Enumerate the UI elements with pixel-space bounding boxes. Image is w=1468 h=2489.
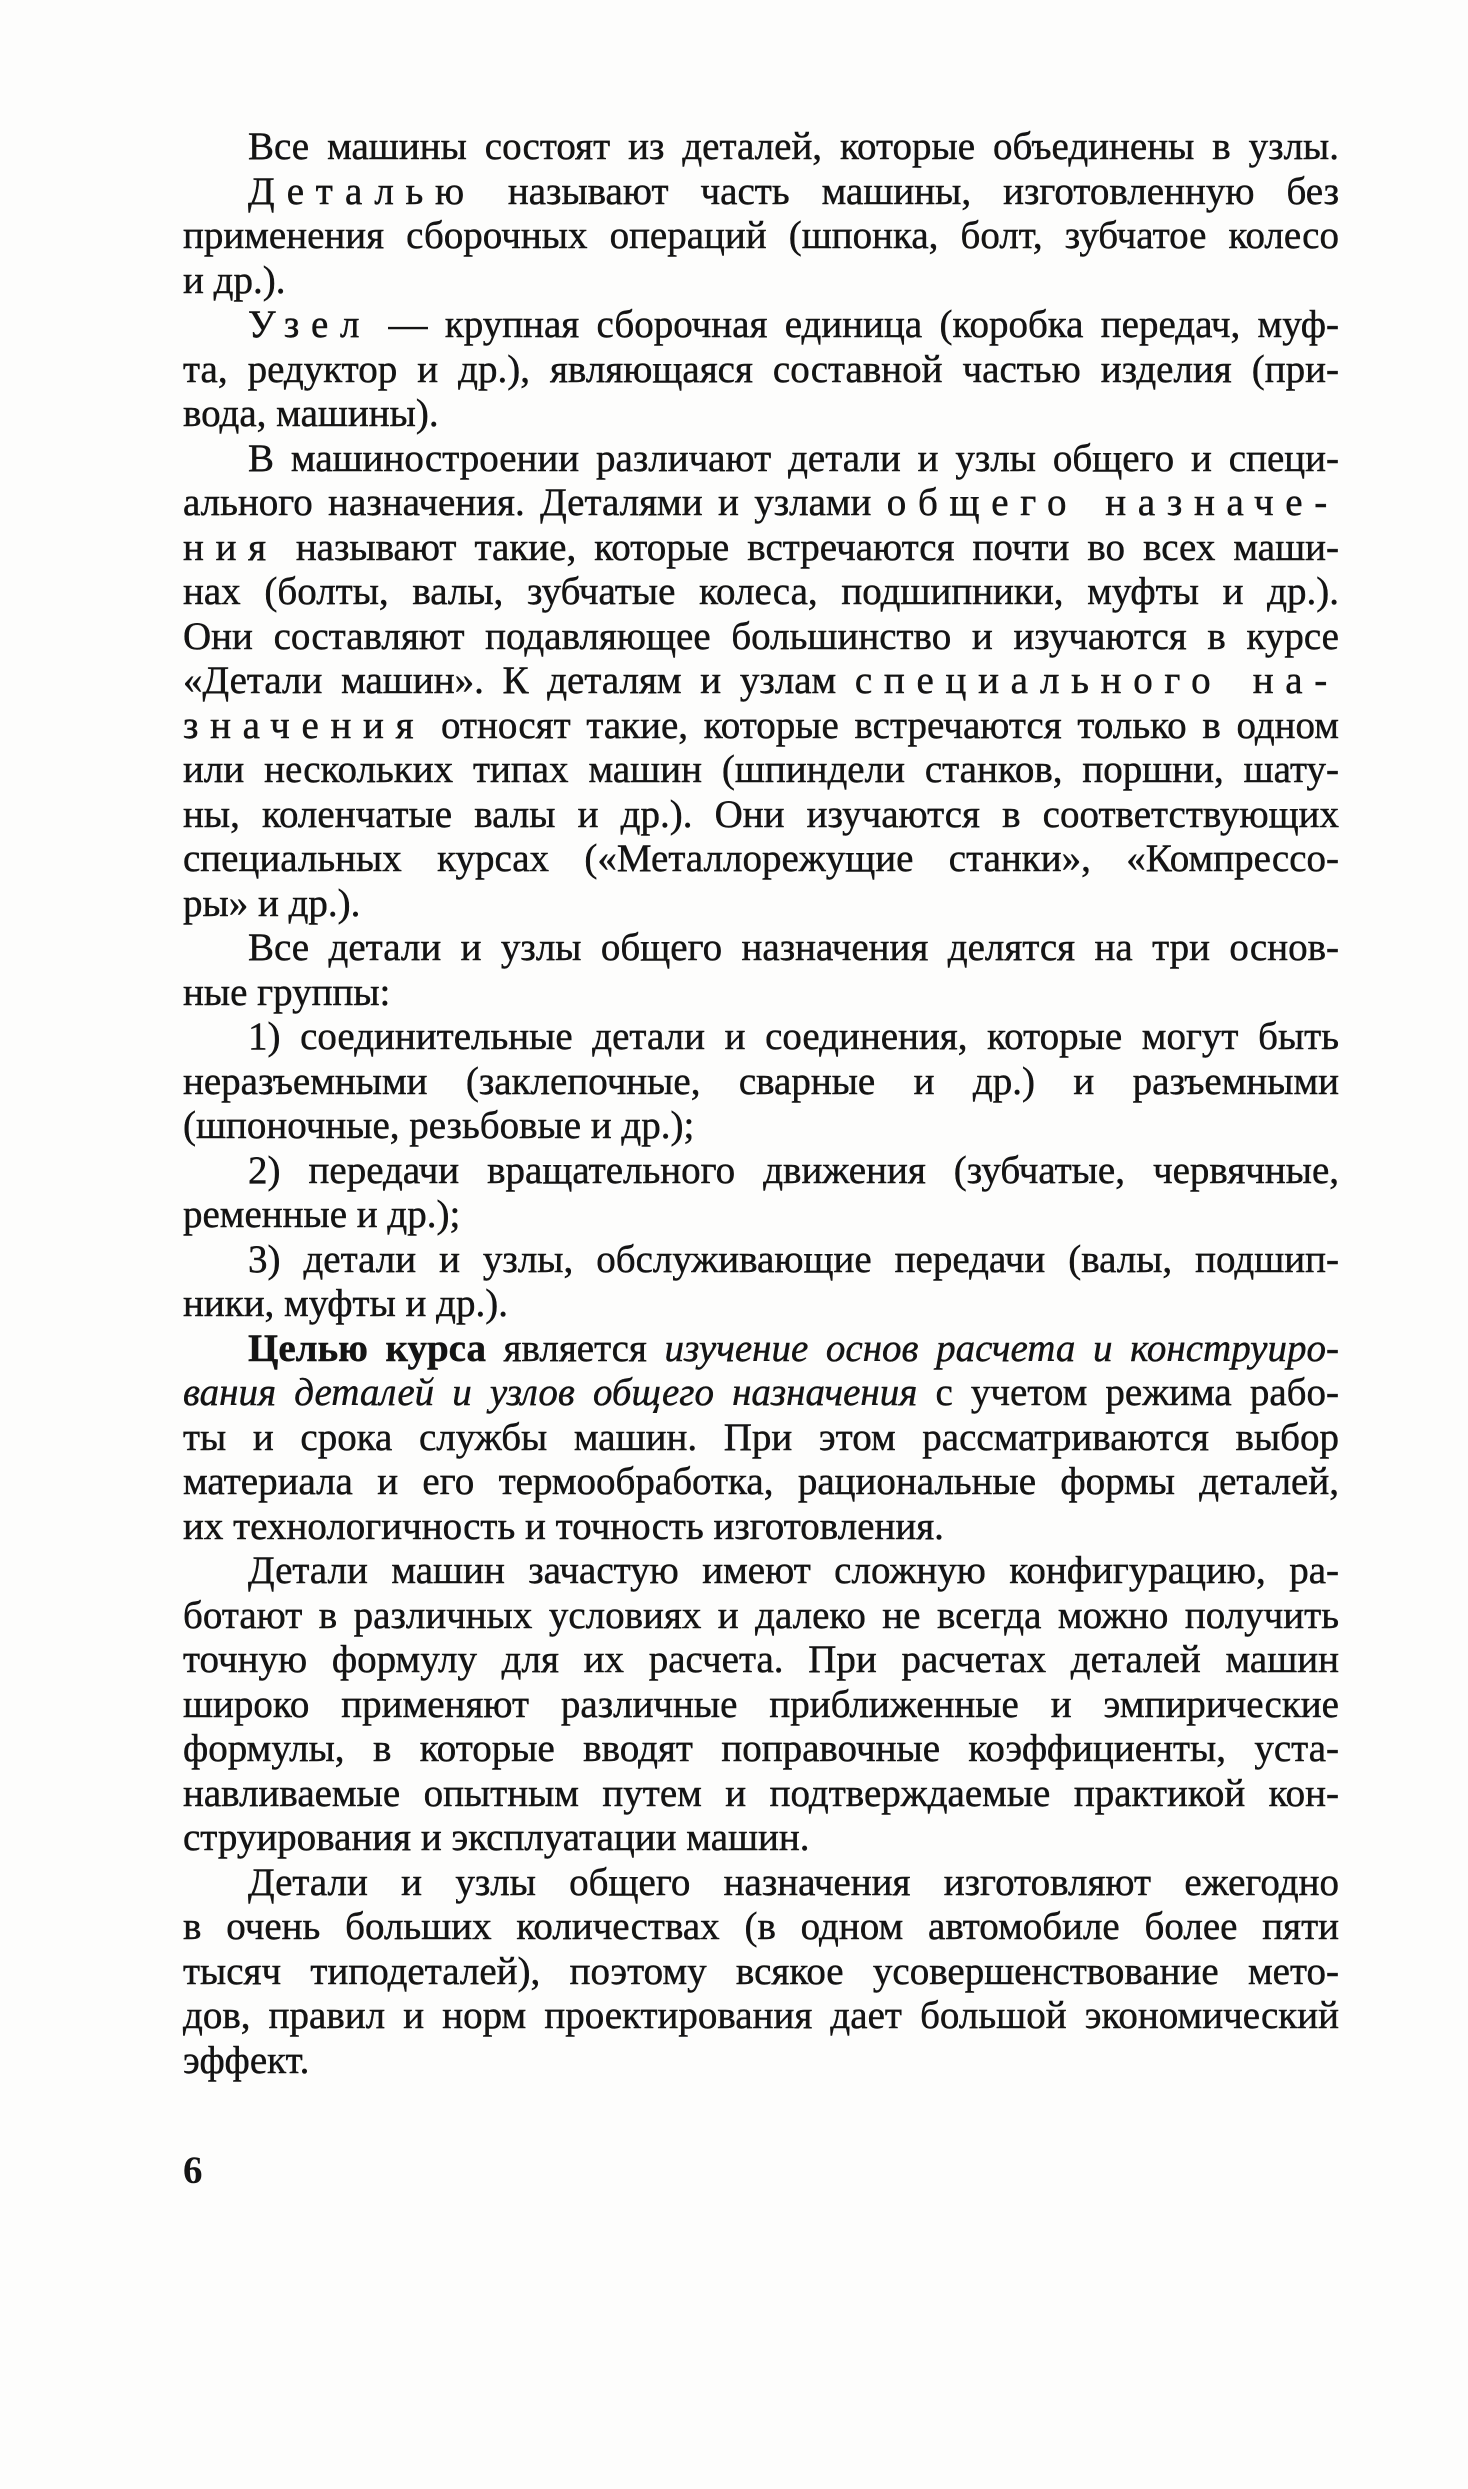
text-line: или нескольких типах машин (шпиндели станков, поршни, шату- [183, 748, 1339, 791]
text-segment: «Детали машин». К деталям и узлам [183, 659, 855, 702]
text-line: тысяч типодеталей), поэтому всякое усовершенствование мето- [183, 1949, 1339, 1993]
text-line: ботают в различных условиях и далеко не всегда можно получить [183, 1593, 1339, 1637]
spaced-term: Узел [248, 303, 372, 346]
text-line: Все машины состоят из деталей, которые объединены в узлы. [248, 125, 1339, 168]
page-number: 6 [183, 2149, 203, 2192]
spaced-term: ния [183, 525, 278, 569]
text-line: Детали и узлы общего назначения изготовляют ежегодно [248, 1860, 1339, 1904]
text-line: навливаемые опытным путем и подтверждаемые практикой кон- [183, 1771, 1339, 1815]
text-segment: ального назначения. Деталями и узлами [183, 481, 887, 524]
list-item [183, 1238, 1339, 1327]
paragraph [183, 1861, 1339, 2084]
text-line: материала и его термообработка, рациональные формы деталей, [183, 1460, 1339, 1503]
text-line: неразъемными (заклепочные, сварные и др.) и разъемными [183, 1059, 1339, 1103]
text-line: широко применяют различные приближенные и эмпирические [183, 1682, 1339, 1726]
text-segment: является [485, 1326, 665, 1370]
spaced-term: специального на- [854, 659, 1339, 702]
bold-term: Целью курса [248, 1326, 486, 1370]
text-segment: — крупная сборочная единица (коробка передач, муф- [371, 303, 1339, 346]
spaced-term: значения [183, 703, 426, 747]
paragraph [183, 1549, 1339, 1861]
text-line: дов, правил и норм проектирования дает большой экономический [183, 1994, 1339, 2037]
text-line: вода, машины). [183, 392, 439, 435]
text-segment: относят такие, которые встречаются только в одном [425, 703, 1339, 747]
spaced-term: общего назначе- [886, 481, 1339, 524]
text-line: в очень больших количествах (в одном автомобиле более пяти [183, 1905, 1339, 1948]
paragraph [183, 125, 1339, 170]
paragraph [183, 437, 1339, 927]
text-line: ные группы: [183, 970, 391, 1014]
paragraph [183, 303, 1339, 437]
text-line: их технологичность и точность изготовления. [183, 1504, 944, 1548]
text-line: Детали машин зачастую имеют сложную конфигурацию, ра- [248, 1549, 1339, 1592]
text-line: ны, коленчатые валы и др.). Они изучаются в соответствующих [183, 792, 1339, 836]
text-line [183, 1371, 1339, 1416]
paragraph [183, 926, 1339, 1015]
text-line: нах (болты, валы, зубчатые колеса, подшипники, муфты и др.). [183, 570, 1339, 613]
text-line: 3) детали и узлы, обслуживающие передачи (валы, подшип- [248, 1237, 1339, 1281]
text-line [183, 303, 1339, 348]
text-line: и др.). [183, 258, 286, 302]
text-line: эффект. [183, 2038, 310, 2082]
page-body [183, 125, 1339, 2083]
text-segment: называют часть машины, изготовленную без [475, 169, 1339, 213]
text-line: Все детали и узлы общего назначения делятся на три основ- [248, 926, 1339, 969]
text-line [183, 526, 1339, 571]
text-line: та, редуктор и др.), являющаяся составной частью изделия (при- [183, 347, 1339, 391]
text-line: ременные и др.); [183, 1193, 461, 1236]
text-line: (шпоночные, резьбовые и др.); [183, 1104, 695, 1147]
text-line: применения сборочных операций (шпонка, болт, зубчатое колесо [183, 214, 1339, 257]
text-line [183, 481, 1339, 526]
text-line [183, 170, 1339, 215]
text-line: точную формулу для их расчета. При расчетах деталей машин [183, 1638, 1339, 1681]
text-segment: с учетом режима рабо- [917, 1371, 1339, 1414]
spaced-term: Деталью [248, 169, 476, 213]
text-line: ры» и др.). [183, 881, 361, 925]
text-segment: называют такие, которые встречаются почти во всех маши- [277, 525, 1339, 569]
text-line: струирования и эксплуатации машин. [183, 1816, 810, 1859]
text-line: ники, муфты и др.). [183, 1282, 508, 1325]
list-item [183, 1149, 1339, 1238]
text-line [183, 704, 1339, 749]
italic-text: вания деталей и узлов общего назначения [183, 1371, 918, 1414]
text-line [183, 1327, 1339, 1372]
list-item [183, 1015, 1339, 1149]
italic-text: изучение основ расчета и конструиро- [664, 1326, 1339, 1370]
text-line: ты и срока службы машин. При этом рассматриваются выбор [183, 1415, 1339, 1459]
paragraph [183, 170, 1339, 304]
text-line: 1) соединительные детали и соединения, которые могут быть [248, 1015, 1339, 1058]
text-line: 2) передачи вращательного движения (зубчатые, червячные, [248, 1148, 1339, 1192]
text-line: специальных курсах («Металлорежущие станки», «Компрессо- [183, 837, 1339, 880]
text-line: В машиностроении различают детали и узлы общего и специ- [248, 436, 1339, 480]
text-line [183, 659, 1339, 704]
text-line: формулы, в которые вводят поправочные коэффициенты, уста- [183, 1727, 1339, 1770]
paragraph [183, 1327, 1339, 1550]
text-line: Они составляют подавляющее большинство и изучаются в курсе [183, 614, 1339, 658]
